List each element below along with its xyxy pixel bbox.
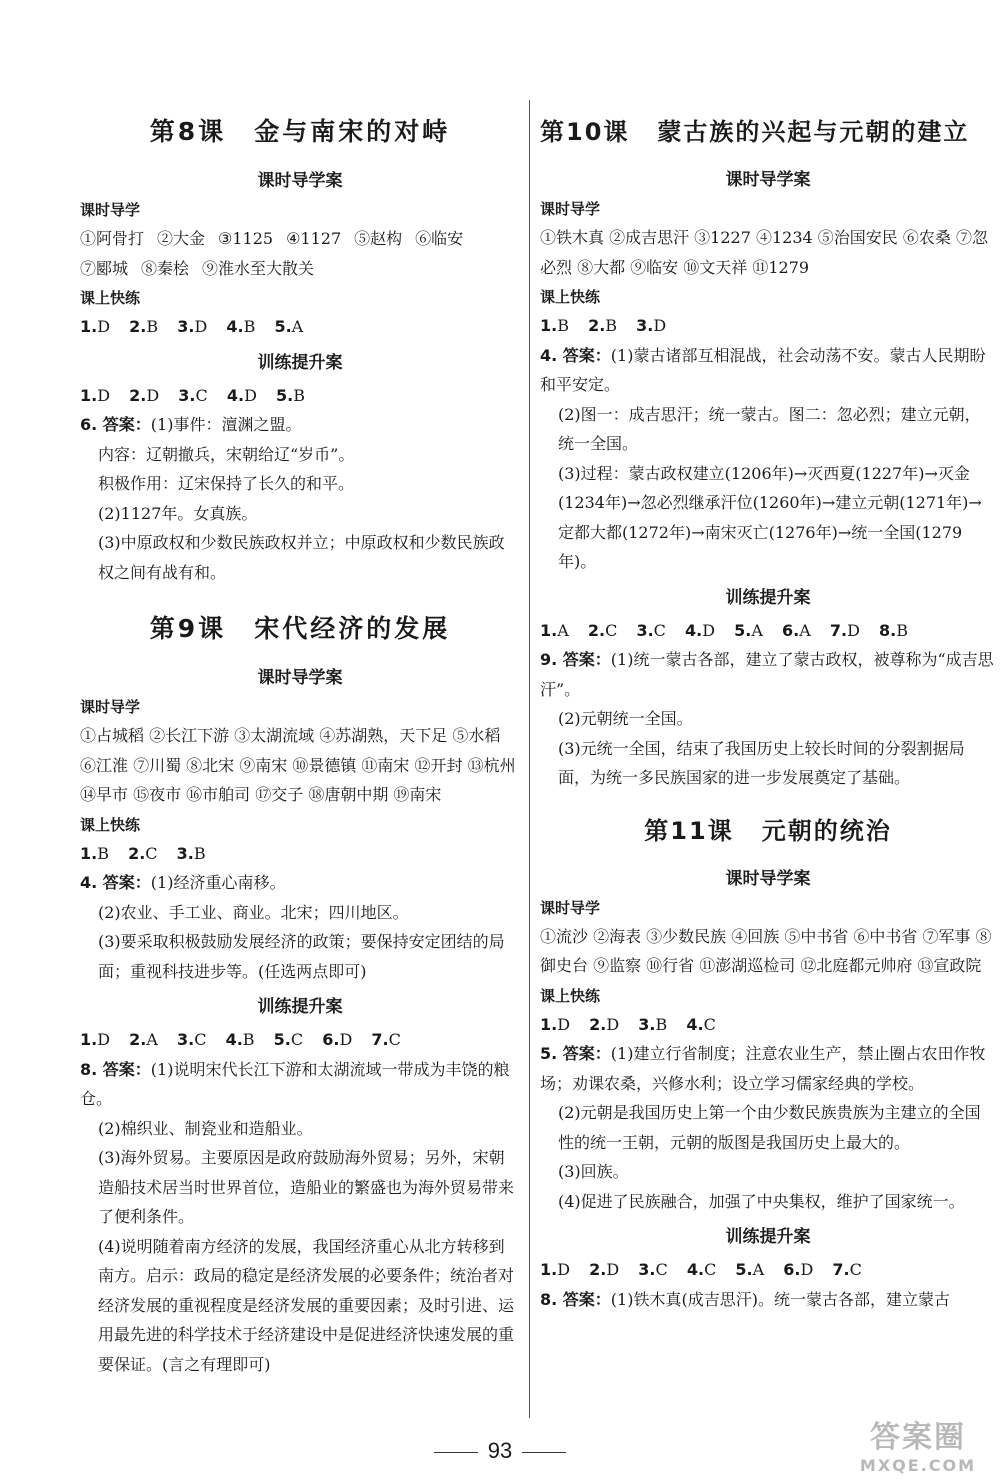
lesson10-q4-line-1: 4. 答案：(1)蒙古诸部互相混战，社会动荡不安。蒙古人民期盼和平安定。 xyxy=(540,345,986,394)
lesson8-practice-sub: 课上快练 xyxy=(80,289,141,307)
answer-item: 8.B xyxy=(879,620,909,640)
lesson11-practice-answers xyxy=(540,1010,996,1040)
answer-item: 6.D xyxy=(322,1030,353,1049)
answer-item: 5.C xyxy=(273,1030,304,1049)
lesson11-number: 第11课 xyxy=(644,816,734,845)
lesson11-q5-line-4: (4)促进了民族融合，加强了中央集权，维护了国家统一。 xyxy=(558,1191,965,1211)
lesson11-q5-line-3: (3)回族。 xyxy=(558,1162,629,1181)
answer-item: 6.D xyxy=(783,1260,814,1279)
lesson8-number: 第8课 xyxy=(149,117,227,146)
answer-item: 7.C xyxy=(832,1260,862,1279)
answer-item: 4.D xyxy=(685,620,716,640)
answer-item: 3.C xyxy=(636,620,666,640)
answer-item: 2.D xyxy=(589,1014,620,1034)
lesson9-q4-line-3: (3)要采取积极鼓励发展经济的政策；要保持安定团结的局面；重视科技进步等。(任选两点即可) xyxy=(98,932,505,981)
lesson9-q4-line-2: (2)农业、手工业、商业。北宋；四川地区。 xyxy=(98,902,409,922)
answer-item: 3.B xyxy=(176,843,206,863)
lesson11-q5-line-2: (2)元朝是我国历史上第一个由少数民族贵族为主建立的全国性的统一王朝，元朝的版图是我国历史上最大的。 xyxy=(558,1103,981,1152)
lesson9-title xyxy=(80,609,520,645)
column-divider xyxy=(529,100,530,1418)
answer-item: 7.D xyxy=(829,620,860,640)
lesson9-practice-sub: 课上快练 xyxy=(80,815,141,834)
lesson8-q6-line-3: 积极作用：辽宋保持了长久的和平。 xyxy=(98,474,355,493)
answer-item: 4.C xyxy=(686,1260,717,1279)
lesson10-q4-line-3: (3)过程：蒙古政权建立(1206年)→灭西夏(1227年)→灭金(1234年)→忽必烈继承汗位(1260年)→建立元朝(1271年)→定都大都(1272年)→南宋灭亡(1276年)→统一全国(1279年)。 xyxy=(558,463,982,571)
lesson9-practice-answers xyxy=(80,839,520,869)
lesson10-practice-answers xyxy=(540,311,996,341)
list-item: ⑧秦桧 xyxy=(141,258,190,278)
answer-item: 2.B xyxy=(588,316,618,335)
lesson9-guide-text: ①占城稻 ②长江下游 ③太湖流域 ④苏湖熟，天下足 ⑤水稻 ⑥江淮 ⑦川蜀 ⑧北宋 ⑨南宋 ⑩景德镇 ⑪南宋 ⑫开封 ⑬杭州 ⑭早市 ⑮夜市 ⑯市舶司 ⑰交子 ⑱唐朝中期 ⑲南宋 xyxy=(80,726,516,804)
list-item: ①阿骨打 xyxy=(80,229,145,248)
answer-item: 2.C xyxy=(587,620,618,640)
lesson11-title-text: 元朝的统治 xyxy=(761,816,892,845)
lesson9-guide-sub: 课时导学 xyxy=(80,698,141,716)
lesson8-title-text: 金与南宋的对峙 xyxy=(254,117,451,146)
answer-item: 3.C xyxy=(178,385,208,405)
lesson10-q9-line-3: (3)元统一全国，结束了我国历史上较长时间的分裂割据局面，为统一多民族国家的进一步发展奠定了基础。 xyxy=(558,738,965,787)
answer-item: 4.B xyxy=(225,1030,255,1049)
lesson8-q6-line-1: 6. 答案：(1)事件：澶渊之盟。 xyxy=(80,415,302,434)
lesson11-title xyxy=(540,811,996,846)
answer-item: 2.D xyxy=(129,385,160,405)
lesson9-q8-line-3: (3)海外贸易。主要原因是政府鼓励海外贸易；另外，宋朝造船技术居当时世界首位，造船业的繁盛也为海外贸易带来了便利条件。 xyxy=(98,1148,515,1226)
lesson11-train-answers xyxy=(540,1255,996,1285)
answer-item: 4.D xyxy=(226,385,257,405)
answer-item: 5.A xyxy=(274,317,304,336)
lesson10-train-head: 训练提升案 xyxy=(725,587,811,608)
lesson10-q9-line-1: 9. 答案：(1)统一蒙古各部，建立了蒙古政权，被尊称为“成吉思汗”。 xyxy=(540,650,994,699)
list-item: ⑨淮水至大散关 xyxy=(202,258,315,278)
page-number: 93 xyxy=(0,1438,1000,1464)
lesson11-guide-text: ①流沙 ②海表 ③少数民族 ④回族 ⑤中书省 ⑥中书省 ⑦军事 ⑧御史台 ⑨监察 ⑩行省 ⑪澎湖巡检司 ⑫北庭都元帅府 ⑬宣政院 xyxy=(540,926,992,975)
lesson10-guide-sub: 课时导学 xyxy=(540,200,601,218)
left-column xyxy=(80,102,520,1379)
answer-item: 3.D xyxy=(636,316,667,335)
answer-item: 3.C xyxy=(638,1260,668,1279)
lesson11-train-head: 训练提升案 xyxy=(725,1227,811,1247)
answer-item: 3.C xyxy=(177,1030,207,1049)
answer-item: 4.B xyxy=(226,317,256,336)
lesson8-guide-line-1 xyxy=(80,224,520,254)
answer-item: 1.A xyxy=(540,620,569,640)
list-item: ⑤赵构 xyxy=(354,229,403,248)
lesson9-number: 第9课 xyxy=(149,614,227,643)
lesson11-practice-sub: 课上快练 xyxy=(540,986,601,1005)
answer-item: 2.D xyxy=(589,1260,620,1279)
lesson8-q6-line-2: 内容：辽朝撤兵，宋朝给辽“岁币”。 xyxy=(98,444,355,464)
answer-item: 1.D xyxy=(540,1260,571,1279)
lesson10-q9-line-2: (2)元朝统一全国。 xyxy=(558,709,693,728)
list-item: ③1125 xyxy=(218,229,274,248)
lesson9-q4-line-1: 4. 答案：(1)经济重心南移。 xyxy=(80,873,286,892)
lesson8-guide-head: 课时导学案 xyxy=(257,171,343,191)
answer-item: 1.D xyxy=(80,1030,111,1049)
answer-item: 3.B xyxy=(638,1014,668,1034)
lesson10-guide-head: 课时导学案 xyxy=(725,170,811,190)
lesson8-train-answers xyxy=(80,381,520,411)
lesson9-title-text: 宋代经济的发展 xyxy=(254,614,451,643)
lesson8-guide-line-2 xyxy=(80,254,520,284)
list-item: ②大金 xyxy=(157,229,206,248)
lesson11-guide-sub: 课时导学 xyxy=(540,898,601,917)
lesson10-title xyxy=(540,112,996,147)
answer-item: 7.C xyxy=(371,1030,401,1049)
answer-item: 4.C xyxy=(686,1014,716,1034)
lesson9-q8-line-2: (2)棉织业、制瓷业和造船业。 xyxy=(98,1118,313,1138)
lesson10-train-answers xyxy=(540,616,996,646)
lesson8-title xyxy=(80,112,520,148)
lesson9-train-head: 训练提升案 xyxy=(257,997,343,1017)
answer-item: 6.A xyxy=(782,620,811,640)
lesson8-q6-line-5: (3)中原政权和少数民族政权并立；中原政权和少数民族政权之间有战有和。 xyxy=(98,533,505,582)
lesson8-train-head: 训练提升案 xyxy=(257,352,343,373)
answer-item: 1.D xyxy=(540,1014,571,1034)
lesson8-q6-line-4: (2)1127年。女真族。 xyxy=(98,503,258,523)
answer-item: 1.B xyxy=(80,843,109,863)
answer-item: 1.D xyxy=(80,317,111,336)
lesson11-q8-line-1: 8. 答案：(1)铁木真(成吉思汗)。统一蒙古各部，建立蒙古 xyxy=(540,1289,950,1309)
answer-item: 5.B xyxy=(275,385,305,405)
answer-item: 2.A xyxy=(129,1030,158,1049)
answer-item: 2.B xyxy=(129,317,159,336)
list-item: ⑥临安 xyxy=(415,229,464,248)
answer-item: 2.C xyxy=(128,843,158,863)
lesson8-guide-sub: 课时导学 xyxy=(80,201,141,219)
lesson10-q4-line-2: (2)图一：成吉思汗；统一蒙古。图二：忽必烈；建立元朝，统一全国。 xyxy=(558,404,981,453)
lesson11-q5-line-1: 5. 答案：(1)建立行省制度；注意农业生产，禁止圈占农田作牧场；劝课农桑，兴修水利；设立学习儒家经典的学校。 xyxy=(540,1044,986,1093)
lesson9-q8-line-4: (4)说明随着南方经济的发展，我国经济重心从北方转移到南方。启示：政局的稳定是经济发展的必要条件；统治者对经济发展的重视程度是经济发展的重要因素；及时引进、运用最先进的科学技术于经济建设中是促进经济快速发展的重要保证。(言之有理即可) xyxy=(98,1236,515,1374)
lesson10-title-text: 蒙古族的兴起与元朝的建立 xyxy=(657,118,970,146)
lesson11-guide-head: 课时导学案 xyxy=(725,868,811,889)
lesson10-number: 第10课 xyxy=(540,118,630,146)
list-item: ④1127 xyxy=(286,229,342,248)
lesson9-guide-head: 课时导学案 xyxy=(257,668,343,688)
lesson9-q8-line-1: 8. 答案：(1)说明宋代长江下游和太湖流域一带成为丰饶的粮仓。 xyxy=(80,1059,510,1108)
right-column xyxy=(540,102,996,1314)
answer-item: 5.A xyxy=(734,620,763,640)
lesson8-practice-answers xyxy=(80,312,520,342)
lesson10-practice-sub: 课上快练 xyxy=(540,288,601,306)
answer-item: 1.D xyxy=(80,385,111,405)
answer-item: 1.B xyxy=(540,316,569,335)
watermark-logo: 答案圈 MXQE.COM xyxy=(859,1420,977,1475)
answer-item: 5.A xyxy=(735,1260,765,1279)
list-item: ⑦郾城 xyxy=(80,258,129,278)
lesson9-train-answers xyxy=(80,1025,520,1055)
answer-item: 3.D xyxy=(177,317,208,336)
lesson10-guide-text: ①铁木真 ②成吉思汗 ③1227 ④1234 ⑤治国安民 ⑥农桑 ⑦忽必烈 ⑧大都 ⑨临安 ⑩文天祥 ⑪1279 xyxy=(540,228,988,277)
